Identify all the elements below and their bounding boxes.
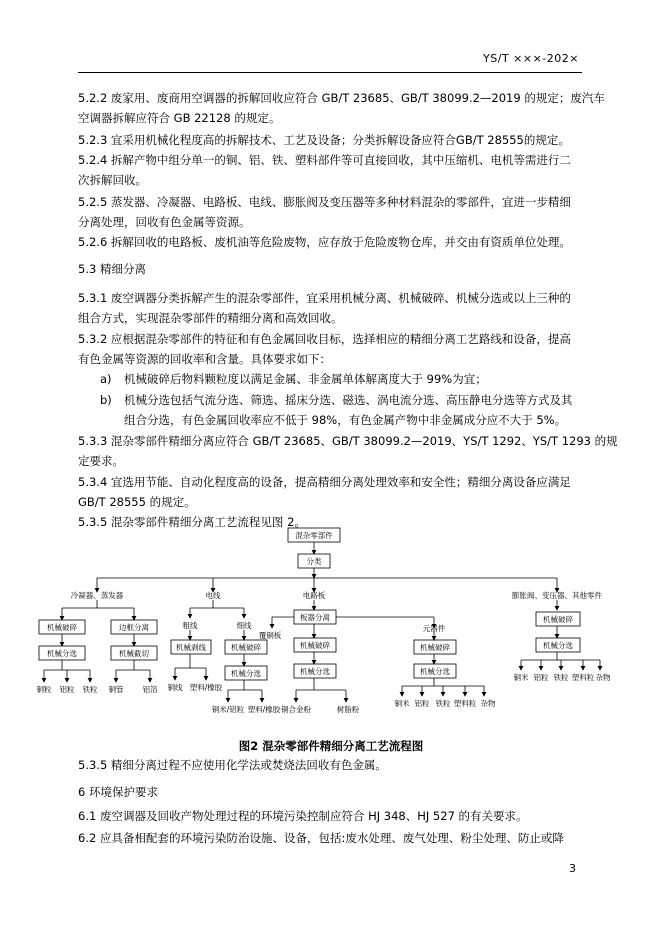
wire-sort-label: 机械分选 [231, 669, 261, 678]
wire-output: 铜米/铝粒 [211, 705, 245, 714]
wire-strip-label: 机械剥线 [176, 643, 206, 652]
list-marker-b: b) [100, 393, 112, 407]
para-5-2-5-line2: 分离处理，回收有色金属等资源。 [78, 215, 251, 229]
list-item-a: 机械破碎后物料颗粒度以满足金属、非金属单体解离度大于 99%为宜； [124, 372, 487, 386]
component-crush-label: 机械破碎 [420, 643, 450, 652]
component-sort-label: 机械分选 [420, 667, 450, 676]
para-5-2-2-line1: 5.2.2 废家用、废商用空调器的拆解回收应符合 GB/T 23685、GB/T 38099.2—2019 的规定；废汽车 [78, 91, 605, 105]
header-rule [78, 72, 582, 73]
condenser-output: 铁粒 [82, 685, 98, 694]
para-5-3-5-b: 5.3.5 精细分离过程不应使用化学法或焚烧法回收有色金属。 [78, 758, 387, 772]
condenser-edge-label: 边框分离 [119, 623, 149, 632]
para-6-2: 6.2 应具备相配套的环境污染防治设施、设备，包括:废水处理、废气处理、粉尘处理、防止或降 [78, 831, 564, 845]
para-5-3-3-line1: 5.3.3 混杂零部件精细分离应符合 GB/T 23685、GB/T 38099.2—2019、YS/T 1292、YS/T 1293 的规 [78, 434, 618, 448]
valve-output: 铁粒 [553, 673, 569, 682]
wire-thin-label: 细线 [236, 621, 252, 630]
condenser-output: 铜管 [108, 685, 124, 694]
component-output: 铁粒 [435, 699, 451, 708]
condenser-cut-label: 机械截切 [119, 649, 149, 658]
condenser-crush-label: 机械破碎 [47, 623, 77, 632]
wire-thick-label: 粗线 [182, 621, 198, 630]
para-5-3-4-line1: 5.3.4 宜选用节能、自动化程度高的设备，提高精细分离处理效率和安全性；精细分离设备应满足 [78, 475, 571, 489]
branch-condenser-label: 冷凝器、蒸发器 [70, 591, 124, 600]
list-item-b-line1: 机械分选包括气流分选、筛选、摇床分选、磁选、涡电流分选、高压静电分选等方式及其 [124, 393, 573, 407]
wire-crush-label: 机械破碎 [231, 643, 261, 652]
para-5-2-2-line2: 空调器拆解应符合 GB 22128 的规定。 [78, 111, 281, 125]
condenser-sort-label: 机械分选 [47, 649, 77, 658]
component-label: 元器件 [422, 624, 446, 633]
para-5-3-3-line2: 定要求。 [78, 454, 124, 468]
para-5-3-4-line2: GB/T 28555 的规定。 [78, 495, 196, 509]
branch-wire-label: 电线 [205, 591, 221, 600]
component-output: 铜米 [394, 699, 410, 708]
para-5-2-4-line2: 次拆解回收。 [78, 173, 147, 187]
para-5-2-6: 5.2.6 拆解回收的电路板、废机油等危险废物，应存放于危险废物仓库，并交由有资质单位处理。 [78, 235, 571, 249]
wire-output: 塑料/橡胶 [189, 683, 223, 692]
page-number: 3 [569, 862, 576, 875]
pcb-separate-label: 板器分离 [300, 613, 330, 622]
para-5-2-3: 5.2.3 宜采用机械化程度高的拆解技术、工艺及设备；分类拆解设备应符合GB/T 28555的规定。 [78, 133, 570, 147]
section-5-3-heading: 5.3 精细分离 [78, 262, 146, 276]
list-item-b-line2: 组合分选，有色金属回收率应不低于 98%，有色金属产物中非金属成分应不大于 5%。 [124, 413, 567, 427]
list-marker-a: a) [100, 372, 112, 386]
figure-caption: 图2 混杂零部件精细分离工艺流程图 [238, 739, 424, 753]
root-label: 混杂零部件 [295, 531, 333, 540]
para-5-3-1-line2: 组合方式，实现混杂零部件的精细分离和高效回收。 [78, 311, 343, 325]
valve-sort-label: 机械分选 [543, 641, 573, 650]
component-output: 塑料粒 [453, 699, 477, 708]
branch-valve-label: 膨胀阀、变压器、其他零件 [512, 591, 602, 600]
para-5-3-2-line1: 5.3.2 应根据混杂零部件的特征和有色金属回收目标，选择相应的精细分离工艺路线和设备，提高 [78, 332, 571, 346]
document-code-header: YS/T ×××-202× [483, 52, 579, 65]
valve-output: 塑料粒 [571, 673, 595, 682]
branch-pcb-label: 电路板 [302, 591, 326, 600]
para-5-3-1-line1: 5.3.1 废空调器分类拆解产生的混杂零部件，宜采用机械分离、机械破碎、机械分选或以上三种的 [78, 291, 571, 305]
section-6-heading: 6 环境保护要求 [78, 785, 158, 799]
para-5-2-5-line1: 5.2.5 蒸发器、冷凝器、电路板、电线、膨胀阀及变压器等多种材料混杂的零部件，宜进一步精细 [78, 195, 571, 209]
component-output: 杂物 [480, 699, 496, 708]
wire-output: 塑料/橡胶 [247, 705, 281, 714]
valve-output: 铜米 [513, 673, 529, 682]
valve-output: 杂物 [595, 673, 611, 682]
para-5-3-5: 5.3.5 混杂零部件精细分离工艺流程见图 2。 [78, 515, 306, 529]
para-5-2-4-line1: 5.2.4 拆解产物中组分单一的铜、铝、铁、塑料部件等可直接回收，其中压缩机、电机等需进行二 [78, 153, 571, 167]
valve-crush-label: 机械破碎 [543, 615, 573, 624]
pcb-sort-label: 机械分选 [300, 667, 330, 676]
condenser-output: 铜粒 [36, 685, 52, 694]
valve-output: 铝粒 [533, 673, 549, 682]
pcb-crush-label: 机械破碎 [300, 641, 330, 650]
component-output: 铝粒 [414, 699, 430, 708]
pcb-bare-label: 覆铜板 [258, 631, 282, 640]
process-flow-diagram [0, 520, 662, 726]
classify-label: 分类 [306, 557, 322, 566]
condenser-output: 铝箔 [142, 685, 158, 694]
condenser-output: 铝粒 [59, 685, 75, 694]
para-5-3-2-line2: 有色金属等资源的回收率和含量。具体要求如下： [78, 352, 331, 366]
para-6-1: 6.1 废空调器及回收产物处理过程的环境污染控制应符合 HJ 348、HJ 527 的有关要求。 [78, 809, 528, 823]
pcb-output: 树脂粉 [336, 705, 360, 714]
pcb-output: 铜合金粉 [281, 705, 311, 714]
wire-output: 铜线 [167, 683, 183, 692]
